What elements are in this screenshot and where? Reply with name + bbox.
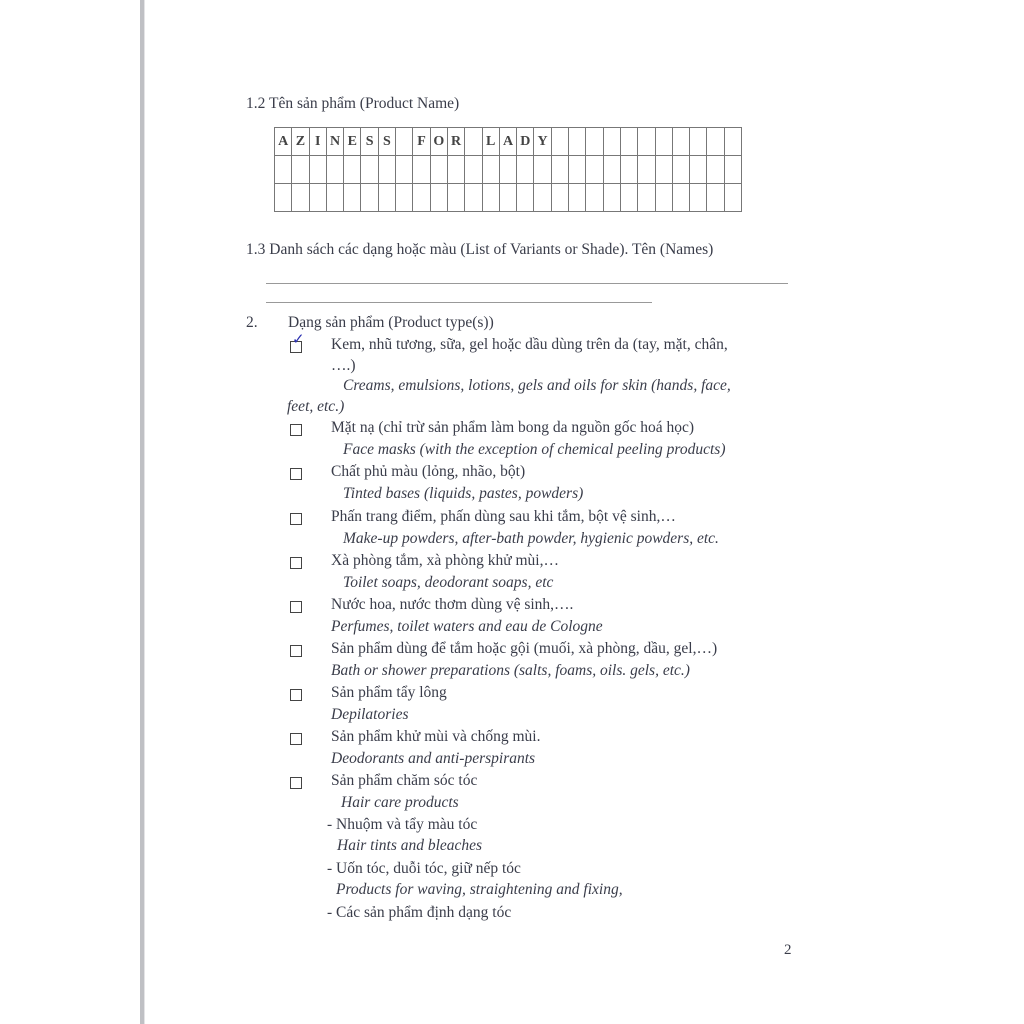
grid-cell: [482, 184, 499, 212]
variants-line-2: [266, 302, 652, 303]
item-label-en: Perfumes, toilet waters and eau de Cologne: [331, 618, 603, 635]
grid-cell: [447, 156, 464, 184]
grid-cell: [275, 156, 292, 184]
grid-row: [275, 128, 742, 156]
grid-cell: [655, 184, 672, 212]
checkbox[interactable]: [290, 513, 302, 525]
grid-cell: [672, 156, 689, 184]
grid-cell: [413, 156, 430, 184]
grid-cell: N: [326, 128, 343, 156]
item-label-en: Face masks (with the exception of chemical peeling products): [343, 441, 726, 458]
grid-cell: E: [344, 128, 361, 156]
grid-cell: [361, 156, 378, 184]
checkbox[interactable]: [290, 557, 302, 569]
checkbox[interactable]: [290, 424, 302, 436]
item-label-en-cont: feet, etc.): [287, 398, 345, 415]
grid-cell: S: [361, 128, 378, 156]
item-label-en: Creams, emulsions, lotions, gels and oils for skin (hands, face,: [343, 377, 731, 394]
grid-cell: [707, 128, 724, 156]
grid-cell: [292, 184, 309, 212]
item-label-en: Deodorants and anti-perspirants: [331, 750, 536, 767]
grid-cell: A: [275, 128, 292, 156]
grid-cell: [482, 156, 499, 184]
item-label-vi: Sản phẩm tẩy lông: [331, 684, 447, 701]
grid-cell: [326, 156, 343, 184]
grid-cell: [534, 184, 551, 212]
grid-cell: [396, 184, 413, 212]
section-2-label: Dạng sản phẩm (Product type(s)): [288, 314, 494, 331]
item-label-vi: Nước hoa, nước thơm dùng vệ sinh,….: [331, 596, 574, 613]
grid-cell: [569, 156, 586, 184]
hair-subitem-vi: - Nhuộm và tẩy màu tóc: [327, 816, 478, 833]
grid-cell: [378, 156, 395, 184]
grid-cell: [551, 184, 568, 212]
grid-cell: [707, 184, 724, 212]
hair-subitem-vi: - Các sản phẩm định dạng tóc: [327, 904, 512, 921]
grid-cell: [309, 184, 326, 212]
grid-cell: [724, 128, 741, 156]
grid-cell: R: [447, 128, 464, 156]
grid-cell: I: [309, 128, 326, 156]
grid-cell: D: [517, 128, 534, 156]
grid-cell: [569, 184, 586, 212]
grid-cell: [638, 184, 655, 212]
item-label-vi-cont: ….): [331, 357, 356, 374]
grid-cell: [378, 184, 395, 212]
grid-cell: [672, 128, 689, 156]
hair-subitem-en: Hair tints and bleaches: [337, 837, 483, 854]
checkbox[interactable]: [290, 645, 302, 657]
grid-cell: [465, 156, 482, 184]
grid-cell: [724, 184, 741, 212]
grid-cell: [517, 184, 534, 212]
grid-cell: [517, 156, 534, 184]
grid-cell: [690, 156, 707, 184]
grid-cell: [620, 184, 637, 212]
grid-cell: [603, 156, 620, 184]
grid-cell: [690, 184, 707, 212]
grid-cell: [638, 156, 655, 184]
item-label-vi: Kem, nhũ tương, sữa, gel hoặc dầu dùng trên da (tay, mặt, chân,: [331, 336, 728, 353]
item-label-en: Tinted bases (liquids, pastes, powders): [343, 485, 584, 502]
grid-cell: [620, 156, 637, 184]
grid-cell: [275, 184, 292, 212]
grid-cell: Z: [292, 128, 309, 156]
grid-cell: [430, 184, 447, 212]
grid-cell: [430, 156, 447, 184]
grid-cell: [655, 156, 672, 184]
grid-cell: [499, 156, 516, 184]
grid-cell: L: [482, 128, 499, 156]
item-label-vi: Chất phủ màu (lỏng, nhão, bột): [331, 463, 526, 480]
grid-cell: [551, 156, 568, 184]
item-label-vi: Phấn trang điểm, phấn dùng sau khi tắm, bột vệ sinh,…: [331, 508, 676, 525]
grid-cell: [620, 128, 637, 156]
item-label-vi: Mặt nạ (chỉ trừ sản phẩm làm bong da nguồn gốc hoá học): [331, 419, 695, 436]
grid-cell: [465, 184, 482, 212]
item-label-vi: Sản phẩm chăm sóc tóc: [331, 772, 478, 789]
checkbox[interactable]: [290, 601, 302, 613]
scan-edge-shadow: [144, 0, 145, 1024]
item-label-vi: Sản phẩm khử mùi và chống mùi.: [331, 728, 541, 745]
grid-cell: [326, 184, 343, 212]
grid-cell: [672, 184, 689, 212]
grid-cell: [586, 156, 603, 184]
checkbox[interactable]: [290, 777, 302, 789]
grid-cell: A: [499, 128, 516, 156]
grid-cell: [292, 156, 309, 184]
grid-cell: F: [413, 128, 430, 156]
grid-cell: [655, 128, 672, 156]
check-mark-icon: ✓: [292, 332, 305, 348]
grid-row: [275, 156, 742, 184]
section-1-2-label: 1.2 Tên sản phẩm (Product Name): [246, 95, 460, 112]
checkbox[interactable]: [290, 733, 302, 745]
grid-cell: [447, 184, 464, 212]
grid-cell: [724, 156, 741, 184]
grid-cell: [603, 128, 620, 156]
grid-cell: [396, 156, 413, 184]
grid-cell: [534, 156, 551, 184]
grid-cell: [465, 128, 482, 156]
variants-line-1: [266, 283, 788, 284]
grid-cell: [690, 128, 707, 156]
grid-cell: [499, 184, 516, 212]
checkbox[interactable]: [290, 689, 302, 701]
grid-cell: [569, 128, 586, 156]
hair-subitem-vi: - Uốn tóc, duỗi tóc, giữ nếp tóc: [327, 860, 521, 877]
section-2-number: 2.: [246, 314, 258, 331]
grid-cell: [309, 156, 326, 184]
section-1-3-label: 1.3 Danh sách các dạng hoặc màu (List of Variants or Shade). Tên (Names): [246, 241, 714, 258]
hair-subitem-en: Products for waving, straightening and fixing,: [336, 881, 623, 898]
item-label-vi: Sản phẩm dùng để tắm hoặc gội (muối, xà phòng, dầu, gel,…): [331, 640, 718, 657]
item-label-en: Bath or shower preparations (salts, foams, oils. gels, etc.): [331, 662, 690, 679]
grid-cell: S: [378, 128, 395, 156]
grid-cell: [638, 128, 655, 156]
item-label-en: Hair care products: [341, 794, 459, 811]
grid-cell: [344, 184, 361, 212]
checkbox[interactable]: [290, 468, 302, 480]
grid-cell: Y: [534, 128, 551, 156]
grid-cell: [586, 128, 603, 156]
grid-cell: [551, 128, 568, 156]
grid-cell: [603, 184, 620, 212]
product-name-grid: [274, 127, 742, 212]
grid-cell: [586, 184, 603, 212]
grid-cell: O: [430, 128, 447, 156]
item-label-en: Make-up powders, after-bath powder, hygienic powders, etc.: [343, 530, 719, 547]
item-label-en: Toilet soaps, deodorant soaps, etc: [343, 574, 554, 591]
grid-cell: [413, 184, 430, 212]
grid-cell: [361, 184, 378, 212]
grid-cell: [344, 156, 361, 184]
item-label-vi: Xà phòng tắm, xà phòng khử mùi,…: [331, 552, 559, 569]
item-label-en: Depilatories: [331, 706, 409, 723]
grid-row: [275, 184, 742, 212]
grid-cell: [707, 156, 724, 184]
page-number: 2: [784, 942, 792, 958]
grid-cell: [396, 128, 413, 156]
